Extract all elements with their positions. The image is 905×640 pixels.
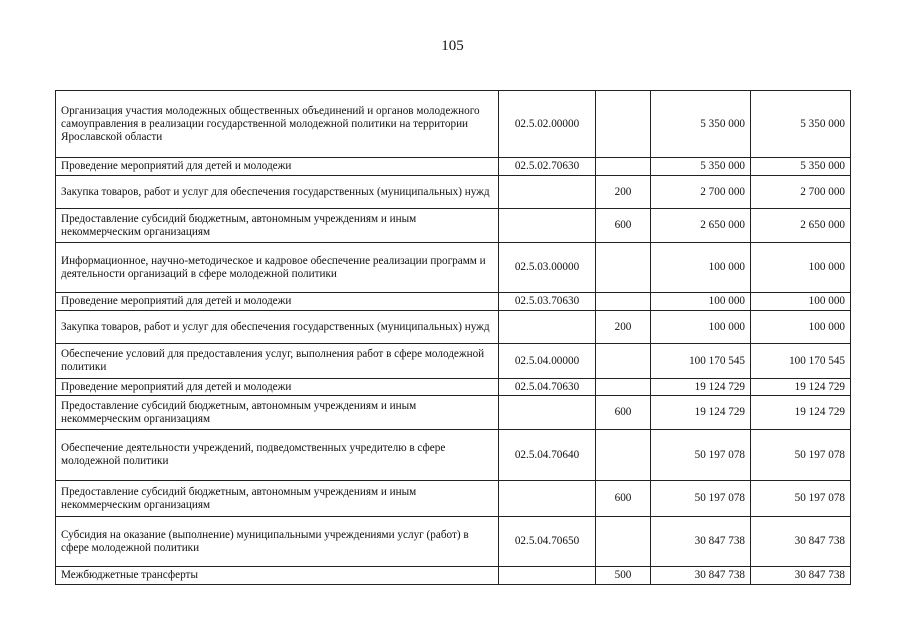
table-row bbox=[56, 379, 851, 396]
table-row bbox=[56, 311, 851, 344]
amount-1-cell: 100 000 bbox=[651, 243, 751, 293]
table-row bbox=[56, 481, 851, 517]
target-code-cell bbox=[499, 176, 596, 209]
expense-type-cell bbox=[596, 158, 651, 176]
table-row bbox=[56, 344, 851, 379]
amount-1-cell: 2 700 000 bbox=[651, 176, 751, 209]
expense-type-cell bbox=[596, 517, 651, 567]
amount-2-cell: 100 000 bbox=[751, 293, 851, 311]
amount-1-cell: 19 124 729 bbox=[651, 396, 751, 430]
table-row bbox=[56, 396, 851, 430]
expense-type-cell: 200 bbox=[596, 311, 651, 344]
expense-name-cell: Предоставление субсидий бюджетным, автономным учреждениям и иным некоммерческим организациям bbox=[56, 481, 499, 517]
amount-1-cell: 50 197 078 bbox=[651, 481, 751, 517]
amount-2-cell: 100 000 bbox=[751, 243, 851, 293]
expense-name-cell: Проведение мероприятий для детей и молодежи bbox=[56, 379, 499, 396]
amount-1-cell: 5 350 000 bbox=[651, 91, 751, 158]
target-code-cell bbox=[499, 209, 596, 243]
amount-2-cell: 30 847 738 bbox=[751, 567, 851, 585]
expense-name-cell: Информационное, научно-методическое и кадровое обеспечение реализации программ и деятельности организаций в сфере молодежной политики bbox=[56, 243, 499, 293]
target-code-cell bbox=[499, 567, 596, 585]
table-row bbox=[56, 567, 851, 585]
expense-name-cell: Обеспечение деятельности учреждений, подведомственных учредителю в сфере молодежной политики bbox=[56, 430, 499, 481]
expense-type-cell: 600 bbox=[596, 481, 651, 517]
amount-1-cell: 100 170 545 bbox=[651, 344, 751, 379]
budget-table-body bbox=[56, 91, 851, 585]
expense-type-cell bbox=[596, 293, 651, 311]
expense-type-cell: 200 bbox=[596, 176, 651, 209]
table-row bbox=[56, 176, 851, 209]
amount-2-cell: 19 124 729 bbox=[751, 396, 851, 430]
amount-1-cell: 5 350 000 bbox=[651, 158, 751, 176]
expense-type-cell bbox=[596, 379, 651, 396]
target-code-cell: 02.5.02.70630 bbox=[499, 158, 596, 176]
expense-type-cell bbox=[596, 243, 651, 293]
expense-name-cell: Межбюджетные трансферты bbox=[56, 567, 499, 585]
amount-2-cell: 5 350 000 bbox=[751, 91, 851, 158]
budget-table bbox=[55, 90, 851, 585]
amount-2-cell: 5 350 000 bbox=[751, 158, 851, 176]
target-code-cell: 02.5.03.00000 bbox=[499, 243, 596, 293]
amount-2-cell: 100 000 bbox=[751, 311, 851, 344]
table-row bbox=[56, 209, 851, 243]
table-row bbox=[56, 158, 851, 176]
target-code-cell: 02.5.04.00000 bbox=[499, 344, 596, 379]
target-code-cell: 02.5.03.70630 bbox=[499, 293, 596, 311]
expense-name-cell: Субсидия на оказание (выполнение) муниципальными учреждениями услуг (работ) в сфере молодежной политики bbox=[56, 517, 499, 567]
expense-type-cell bbox=[596, 91, 651, 158]
amount-2-cell: 30 847 738 bbox=[751, 517, 851, 567]
page-number: 105 bbox=[441, 38, 464, 54]
expense-name-cell: Закупка товаров, работ и услуг для обеспечения государственных (муниципальных) нужд bbox=[56, 176, 499, 209]
amount-2-cell: 2 650 000 bbox=[751, 209, 851, 243]
amount-2-cell: 2 700 000 bbox=[751, 176, 851, 209]
expense-name-cell: Предоставление субсидий бюджетным, автономным учреждениям и иным некоммерческим организациям bbox=[56, 396, 499, 430]
table-row bbox=[56, 91, 851, 158]
amount-1-cell: 100 000 bbox=[651, 293, 751, 311]
expense-type-cell: 600 bbox=[596, 396, 651, 430]
amount-1-cell: 50 197 078 bbox=[651, 430, 751, 481]
target-code-cell bbox=[499, 481, 596, 517]
amount-1-cell: 30 847 738 bbox=[651, 517, 751, 567]
table-row bbox=[56, 517, 851, 567]
expense-name-cell: Организация участия молодежных общественных объединений и органов молодежного самоуправления в реализации государственной молодежной политики на территории Ярославской области bbox=[56, 91, 499, 158]
target-code-cell: 02.5.04.70650 bbox=[499, 517, 596, 567]
expense-type-cell: 600 bbox=[596, 209, 651, 243]
target-code-cell bbox=[499, 396, 596, 430]
table-row bbox=[56, 243, 851, 293]
expense-name-cell: Проведение мероприятий для детей и молодежи bbox=[56, 158, 499, 176]
amount-2-cell: 50 197 078 bbox=[751, 481, 851, 517]
target-code-cell bbox=[499, 311, 596, 344]
expense-type-cell: 500 bbox=[596, 567, 651, 585]
amount-2-cell: 50 197 078 bbox=[751, 430, 851, 481]
table-row bbox=[56, 430, 851, 481]
amount-1-cell: 19 124 729 bbox=[651, 379, 751, 396]
amount-2-cell: 19 124 729 bbox=[751, 379, 851, 396]
table-row bbox=[56, 293, 851, 311]
expense-name-cell: Проведение мероприятий для детей и молодежи bbox=[56, 293, 499, 311]
expense-type-cell bbox=[596, 344, 651, 379]
target-code-cell: 02.5.02.00000 bbox=[499, 91, 596, 158]
amount-1-cell: 100 000 bbox=[651, 311, 751, 344]
amount-1-cell: 2 650 000 bbox=[651, 209, 751, 243]
amount-1-cell: 30 847 738 bbox=[651, 567, 751, 585]
expense-name-cell: Закупка товаров, работ и услуг для обеспечения государственных (муниципальных) нужд bbox=[56, 311, 499, 344]
expense-name-cell: Обеспечение условий для предоставления услуг, выполнения работ в сфере молодежной политики bbox=[56, 344, 499, 379]
expense-name-cell: Предоставление субсидий бюджетным, автономным учреждениям и иным некоммерческим организациям bbox=[56, 209, 499, 243]
target-code-cell: 02.5.04.70630 bbox=[499, 379, 596, 396]
target-code-cell: 02.5.04.70640 bbox=[499, 430, 596, 481]
amount-2-cell: 100 170 545 bbox=[751, 344, 851, 379]
expense-type-cell bbox=[596, 430, 651, 481]
